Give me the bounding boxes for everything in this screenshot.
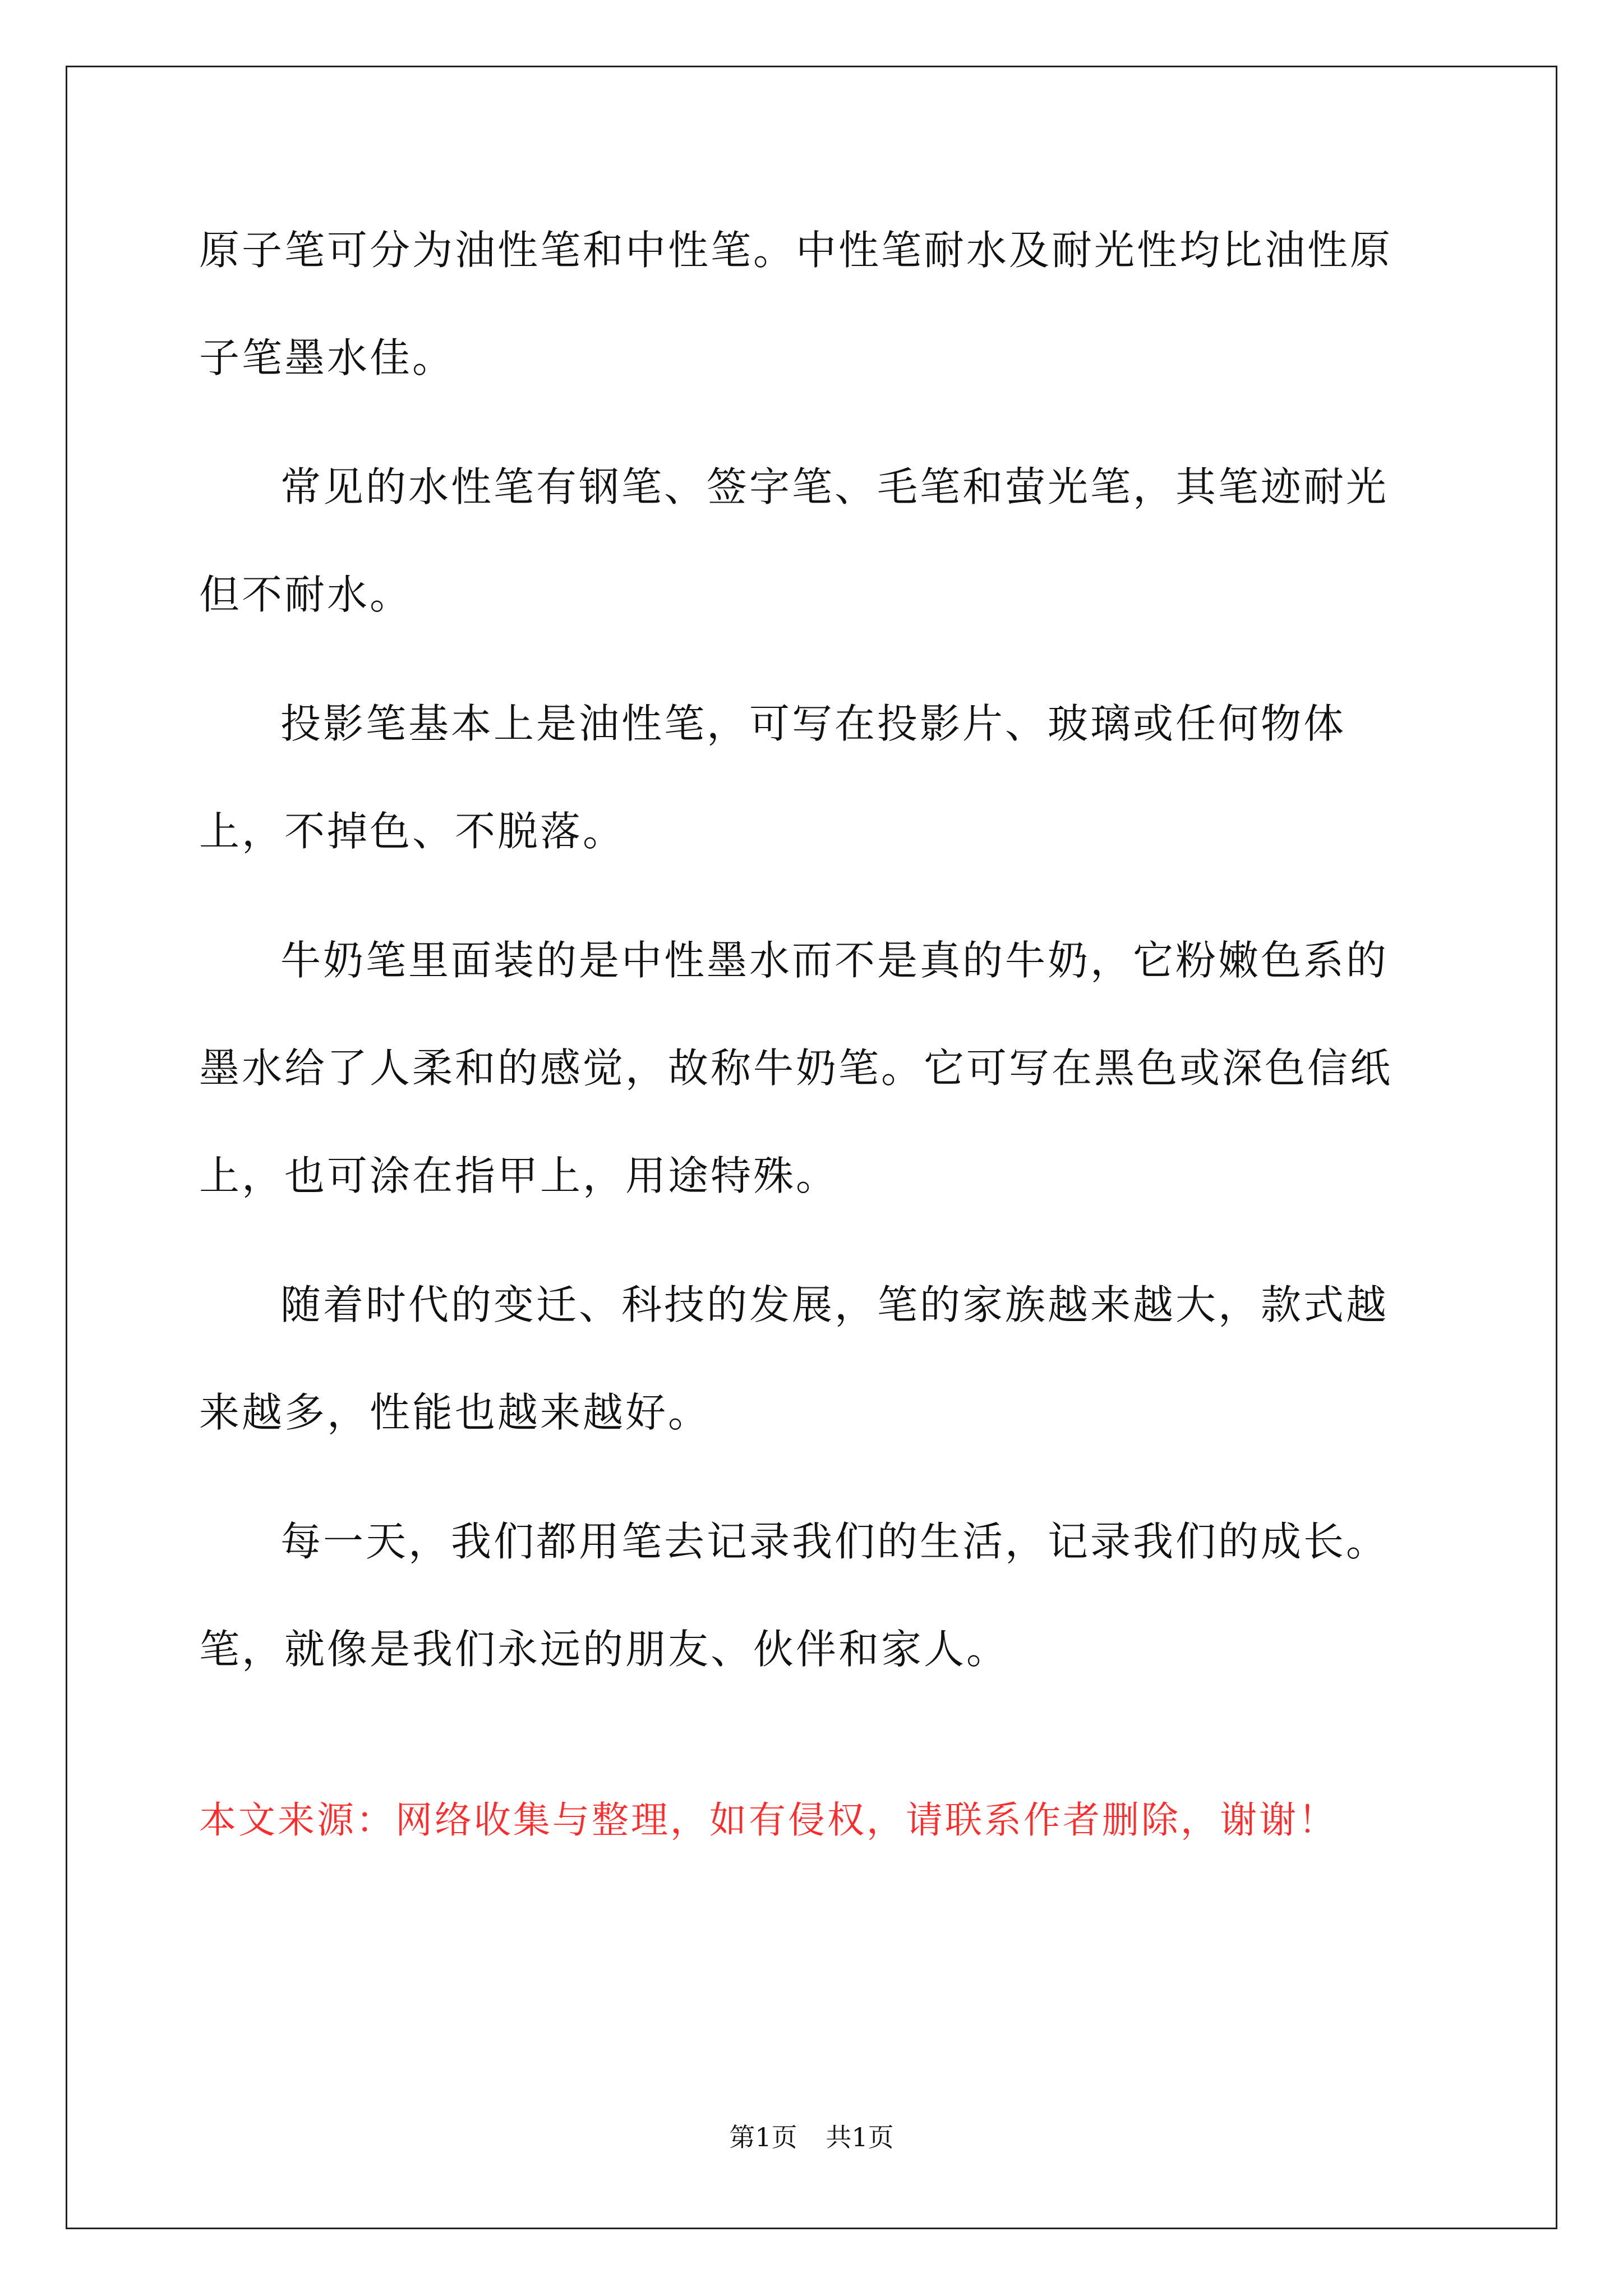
- source-note: 本文来源：网络收集与整理，如有侵权，请联系作者删除，谢谢！: [199, 1798, 1338, 1842]
- paragraph: 随着时代的变迁、科技的发展，笔的家族越来越大，款式越来越多，性能也越来越好。: [199, 1281, 1389, 1436]
- page-total: 共1页: [826, 2122, 894, 2152]
- paragraph: 每一天，我们都用笔去记录我们的生活，记录我们的成长。笔，就像是我们永远的朋友、伙伴和家人。: [199, 1518, 1389, 1673]
- paragraph: 原子笔可分为油性笔和中性笔。中性笔耐水及耐光性均比油性原子笔墨水佳。: [199, 227, 1393, 381]
- document-body: [199, 196, 1430, 1724]
- paragraph: 投影笔基本上是油性笔，可写在投影片、玻璃或任何物体上，不掉色、不脱落。: [199, 700, 1347, 855]
- page-footer: [0, 2120, 1623, 2154]
- paragraph: 牛奶笔里面装的是中性墨水而不是真的牛奶，它粉嫩色系的墨水给了人柔和的感觉，故称牛奶笔。它可写在黑色或深色信纸上，也可涂在指甲上，用途特殊。: [199, 937, 1393, 1199]
- paragraph: 常见的水性笔有钢笔、签字笔、毛笔和萤光笔，其笔迹耐光但不耐水。: [199, 463, 1389, 618]
- page-number: 第1页: [729, 2122, 797, 2152]
